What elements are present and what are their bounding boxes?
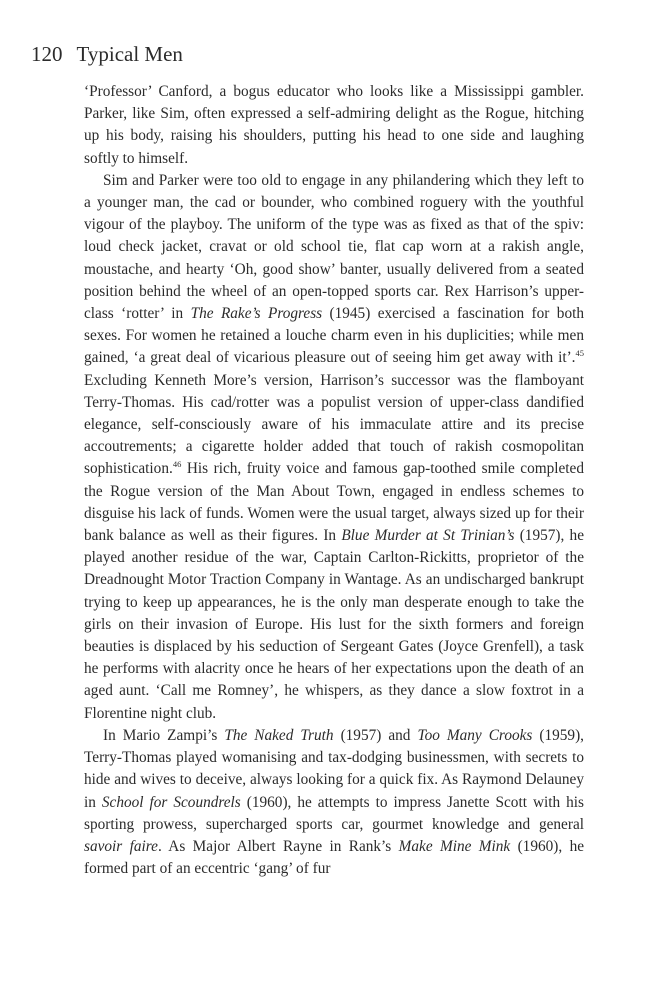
text-run: (1957), he played another residue of the war, Captain Carlton-Rickitts, proprietor of the Dreadnought Motor Traction Company in Wantage. As an undischarged bankrupt trying to keep up appearances, he is the only man desperate enough to take the girls on their invasion of Europe. His lust for the sixth formers and foreign beauties is displaced by his seduction of Sergeant Gates (Joyce Grenfell), a task he performs with alacrity once he hears of her expectations upon the death of an aged aunt. ‘Call me Romney’, he whispers, as they dance a slow foxtrot in a Florentine night club.: [84, 527, 584, 722]
paragraph: [84, 81, 584, 170]
italic-title: The Rake’s Progress: [190, 305, 323, 323]
text-run: (1960), he attempts to impress Janette Scott with his sporting prowess, supercharged sports car, gourmet knowledge and general: [84, 793, 584, 833]
italic-title: Too Many Crooks: [417, 726, 533, 744]
text-run: (1957) and: [333, 726, 418, 744]
italic-title: Blue Murder at St Trinian’s: [341, 527, 515, 545]
italic-title: The Naked Truth: [224, 726, 334, 744]
text-run: (1960), he formed part of an eccentric ‘gang’ of fur: [84, 837, 585, 878]
text-run: (1945) exercised a fascination for both sexes. For women he retained a louche charm even in his duplicities; while men gained, ‘a great deal of vicarious pleasure out of seeing him get away with it’.: [84, 305, 584, 367]
italic-title: Make Mine Mink: [398, 837, 511, 855]
footnote-reference: 45: [575, 348, 584, 359]
running-title: Typical Men: [76, 42, 183, 66]
text-run: . As Major Albert Rayne in Rank’s: [157, 837, 399, 855]
italic-title: savoir faire: [84, 837, 158, 855]
paragraph: [84, 170, 584, 725]
text-run: His rich, fruity voice and famous gap-toothed smile completed the Rogue version of the Man About Town, engaged in endless schemes to disguise his lack of funds. Women were the usual target, always sized up for their bank balance as well as their figures. In: [84, 460, 584, 545]
body-text: [84, 81, 584, 880]
text-run: Sim and Parker were too old to engage in any philandering which they left to a younger man, the cad or bounder, who combined roguery with the youthful vigour of the playboy. The uniform of the type was as fixed as that of the spiv: loud check jacket, cravat or old school tie, flat cap worn at a rakish angle, moustache, and hearty ‘Oh, good show’ banter, usually delivered from a seated position behind the wheel of an open-topped sports car. Rex Harrison’s upper-class ‘rotter’ in: [84, 171, 584, 323]
footnote-reference: 46: [172, 459, 182, 470]
text-run: In Mario Zampi’s: [103, 726, 225, 744]
text-run: (1959), Terry-Thomas played womanising and tax-dodging businessmen, with secrets to hide and wives to deceive, always looking for a quick fix. As Raymond Delauney in: [84, 726, 584, 811]
text-run: ‘Professor’ Canford, a bogus educator who looks like a Mississippi gambler. Parker, like Sim, often expressed a self-admiring delight as the Rogue, hitching up his body, raising his shoulders, putting his head to one side and laughing softly to himself.: [84, 83, 584, 167]
page-number: 120: [31, 42, 63, 66]
running-head: [31, 40, 183, 68]
text-run: Excluding Kenneth More’s version, Harrison’s successor was the flamboyant Terry-Thomas. His cad/rotter was a populist version of upper-class dandified elegance, self-consciously aware of his immaculate attire and its precise accoutrements; a cigarette holder added that touch of rakish cosmopolitan sophistication.: [84, 371, 584, 478]
paragraph: [84, 725, 584, 880]
italic-title: School for Scoundrels: [101, 793, 241, 811]
